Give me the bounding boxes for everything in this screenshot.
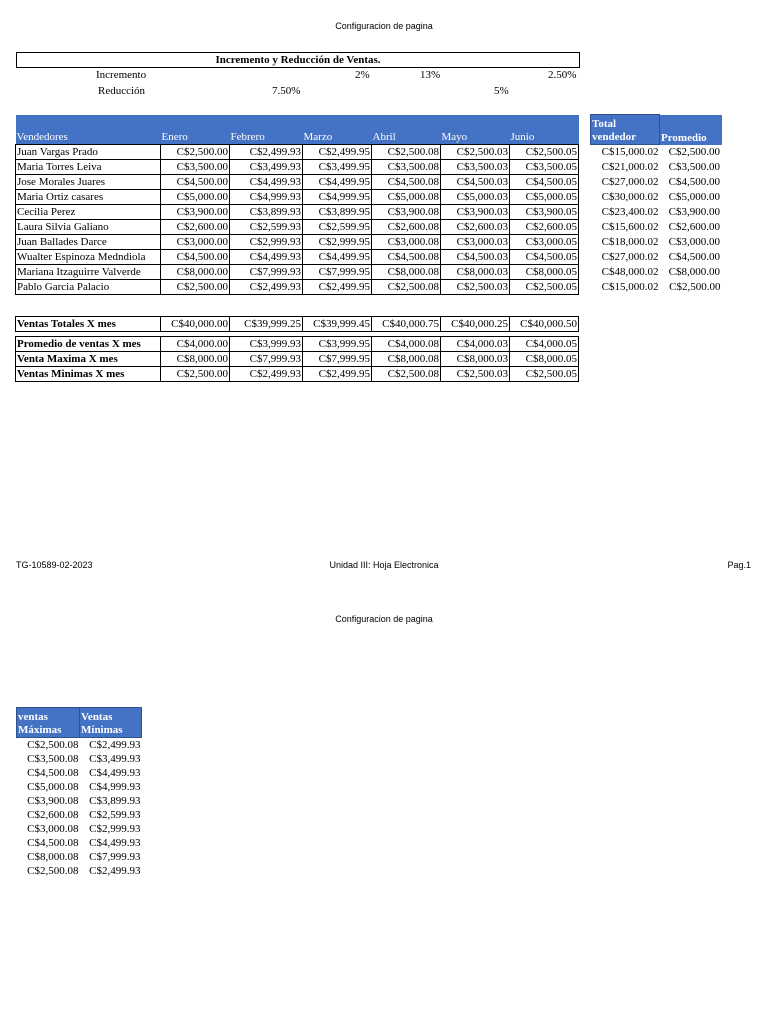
footer-left: TG-10589-02-2023 xyxy=(16,560,93,570)
min-sales-cell: C$7,999.93 xyxy=(89,851,141,863)
month-sales-cell: C$2,500.00 xyxy=(161,280,230,295)
vendor-name: Juan Vargas Prado xyxy=(16,145,161,160)
table-row xyxy=(16,235,722,250)
max-sales-cell: C$3,900.08 xyxy=(27,795,79,807)
month-sales-cell: C$2,599.93 xyxy=(230,220,303,235)
month-sales-cell: C$2,500.05 xyxy=(510,145,579,160)
vendor-name: Maria Torres Leiva xyxy=(16,160,161,175)
summary-row xyxy=(16,352,579,367)
vendor-name: Maria Ortiz casares xyxy=(16,190,161,205)
totals-value: C$40,000.50 xyxy=(510,317,579,332)
vendor-total-cell: C$23,400.02 xyxy=(601,206,659,218)
summary-value: C$8,000.05 xyxy=(510,352,579,367)
month-sales-cell: C$7,999.93 xyxy=(230,265,303,280)
month-sales-cell: C$2,500.03 xyxy=(441,280,510,295)
increment-value: 13% xyxy=(420,69,441,81)
month-sales-cell: C$2,999.93 xyxy=(230,235,303,250)
month-sales-cell: C$3,899.95 xyxy=(303,205,372,220)
header-line: Mínimas xyxy=(81,724,123,736)
header-line: Máximas xyxy=(18,724,62,736)
month-sales-cell: C$3,499.93 xyxy=(230,160,303,175)
totals-value: C$39,999.25 xyxy=(230,317,303,332)
vendor-average-cell: C$4,500.00 xyxy=(668,176,720,188)
table-row xyxy=(17,864,142,878)
month-sales-cell: C$4,500.08 xyxy=(372,250,441,265)
summary-value: C$4,000.00 xyxy=(161,337,230,352)
min-sales-cell: C$4,499.93 xyxy=(89,837,141,849)
col-header-month: Abril xyxy=(372,115,441,145)
month-sales-cell: C$2,499.93 xyxy=(230,145,303,160)
summary-value: C$2,499.93 xyxy=(230,367,303,382)
vendor-name: Juan Ballades Darce xyxy=(16,235,161,250)
month-sales-cell: C$4,499.93 xyxy=(230,250,303,265)
table-row xyxy=(17,794,142,808)
col-header-month: Mayo xyxy=(441,115,510,145)
month-sales-cell: C$3,500.00 xyxy=(161,160,230,175)
footer-center: Unidad III: Hoja Electronica xyxy=(329,560,439,570)
month-sales-cell: C$3,500.05 xyxy=(510,160,579,175)
totals-value: C$39,999.45 xyxy=(303,317,372,332)
month-sales-cell: C$2,500.03 xyxy=(441,145,510,160)
total-header-line1: Total xyxy=(592,118,617,130)
vendor-average-cell: C$2,600.00 xyxy=(668,221,720,233)
max-sales-cell: C$4,500.08 xyxy=(27,767,79,779)
month-sales-cell: C$7,999.95 xyxy=(303,265,372,280)
min-sales-cell: C$2,499.93 xyxy=(89,739,141,751)
vendor-total-cell: C$21,000.02 xyxy=(601,161,659,173)
month-sales-cell: C$2,500.08 xyxy=(372,280,441,295)
col-header-vendedores: Vendedores xyxy=(16,115,161,145)
page2-header: Configuracion de pagina xyxy=(335,614,433,624)
totals-table xyxy=(15,316,579,332)
vendor-total-cell: C$27,000.02 xyxy=(601,251,659,263)
month-sales-cell: C$3,000.03 xyxy=(441,235,510,250)
summary-value: C$7,999.95 xyxy=(303,352,372,367)
month-sales-cell: C$3,899.93 xyxy=(230,205,303,220)
col-header-total xyxy=(591,115,660,145)
month-sales-cell: C$4,500.05 xyxy=(510,175,579,190)
table-row xyxy=(16,265,722,280)
month-sales-cell: C$5,000.05 xyxy=(510,190,579,205)
month-sales-cell: C$4,499.95 xyxy=(303,250,372,265)
month-sales-cell: C$4,500.00 xyxy=(161,250,230,265)
col-header-month: Junio xyxy=(510,115,579,145)
col-header-month: Enero xyxy=(161,115,230,145)
min-sales-cell: C$2,499.93 xyxy=(89,865,141,877)
month-sales-cell: C$2,999.95 xyxy=(303,235,372,250)
summary-table xyxy=(15,336,579,382)
summary-value: C$8,000.08 xyxy=(372,352,441,367)
month-sales-cell: C$2,600.05 xyxy=(510,220,579,235)
vendor-total-cell: C$15,000.02 xyxy=(601,146,659,159)
summary-value: C$2,499.95 xyxy=(303,367,372,382)
sales-table xyxy=(15,114,722,295)
col-header-promedio: Promedio xyxy=(660,115,722,145)
table-row xyxy=(17,822,142,836)
month-sales-cell: C$5,000.00 xyxy=(161,190,230,205)
totals-value: C$40,000.25 xyxy=(441,317,510,332)
col-header-month: Marzo xyxy=(303,115,372,145)
col-header-month: Febrero xyxy=(230,115,303,145)
month-sales-cell: C$3,000.00 xyxy=(161,235,230,250)
month-sales-cell: C$4,499.93 xyxy=(230,175,303,190)
footer-right: Pag.1 xyxy=(727,560,751,570)
month-sales-cell: C$3,499.95 xyxy=(303,160,372,175)
summary-value: C$2,500.03 xyxy=(441,367,510,382)
vendor-total-cell: C$15,000.02 xyxy=(601,281,659,293)
month-sales-cell: C$5,000.08 xyxy=(372,190,441,205)
summary-row xyxy=(16,367,579,382)
month-sales-cell: C$2,499.93 xyxy=(230,280,303,295)
reduction-value: 7.50% xyxy=(272,85,301,97)
month-sales-cell: C$2,600.03 xyxy=(441,220,510,235)
table-row xyxy=(16,280,722,295)
page-header: Configuracion de pagina xyxy=(335,21,433,31)
max-sales-cell: C$2,500.08 xyxy=(27,865,79,877)
min-sales-cell: C$4,999.93 xyxy=(89,781,141,793)
summary-value: C$4,000.03 xyxy=(441,337,510,352)
max-sales-cell: C$3,500.08 xyxy=(27,753,79,765)
summary-row xyxy=(16,337,579,352)
month-sales-cell: C$4,999.93 xyxy=(230,190,303,205)
vendor-average-cell: C$2,500.00 xyxy=(668,146,720,158)
vendor-name: Laura Silvia Galiano xyxy=(16,220,161,235)
month-sales-cell: C$4,500.05 xyxy=(510,250,579,265)
header-line: Ventas xyxy=(81,711,113,723)
min-sales-cell: C$4,499.93 xyxy=(89,767,141,779)
summary-label: Promedio de ventas X mes xyxy=(16,337,161,352)
table-row xyxy=(16,250,722,265)
max-sales-cell: C$2,500.08 xyxy=(27,739,79,751)
month-sales-cell: C$2,500.08 xyxy=(372,145,441,160)
month-sales-cell: C$3,500.03 xyxy=(441,160,510,175)
summary-value: C$8,000.00 xyxy=(161,352,230,367)
header-line: ventas xyxy=(18,711,48,723)
summary-value: C$2,500.08 xyxy=(372,367,441,382)
vendor-total-cell: C$48,000.02 xyxy=(601,266,659,278)
month-sales-cell: C$8,000.03 xyxy=(441,265,510,280)
vendor-total-cell: C$18,000.02 xyxy=(601,236,659,248)
month-sales-cell: C$4,500.03 xyxy=(441,250,510,265)
month-sales-cell: C$3,900.03 xyxy=(441,205,510,220)
col-header-ventas-minimas xyxy=(80,708,142,738)
max-sales-cell: C$2,600.08 xyxy=(27,809,79,821)
summary-value: C$2,500.05 xyxy=(510,367,579,382)
month-sales-cell: C$2,499.95 xyxy=(303,280,372,295)
table-row xyxy=(17,808,142,822)
month-sales-cell: C$8,000.08 xyxy=(372,265,441,280)
month-sales-cell: C$3,900.00 xyxy=(161,205,230,220)
vendor-total-cell: C$30,000.02 xyxy=(601,191,659,203)
table-row xyxy=(16,190,722,205)
month-sales-cell: C$4,500.08 xyxy=(372,175,441,190)
summary-value: C$3,999.95 xyxy=(303,337,372,352)
month-sales-cell: C$4,500.00 xyxy=(161,175,230,190)
month-sales-cell: C$8,000.05 xyxy=(510,265,579,280)
month-sales-cell: C$2,500.05 xyxy=(510,280,579,295)
max-sales-cell: C$3,000.08 xyxy=(27,823,79,835)
table-row xyxy=(16,145,722,160)
summary-label: Venta Maxima X mes xyxy=(16,352,161,367)
month-sales-cell: C$3,900.05 xyxy=(510,205,579,220)
vendor-name: Jose Morales Juares xyxy=(16,175,161,190)
month-sales-cell: C$3,900.08 xyxy=(372,205,441,220)
vendor-average-cell: C$4,500.00 xyxy=(668,251,720,263)
table-row xyxy=(17,766,142,780)
month-sales-cell: C$2,500.00 xyxy=(161,145,230,160)
table-row xyxy=(17,780,142,794)
total-header-line2: vendedor xyxy=(592,131,636,143)
vendor-average-cell: C$2,500.00 xyxy=(669,281,721,293)
min-sales-cell: C$3,499.93 xyxy=(89,753,141,765)
increment-value: 2.50% xyxy=(548,69,577,81)
month-sales-cell: C$2,499.95 xyxy=(303,145,372,160)
max-sales-cell: C$8,000.08 xyxy=(27,851,79,863)
table-row xyxy=(16,205,722,220)
summary-value: C$8,000.03 xyxy=(441,352,510,367)
summary-value: C$4,000.05 xyxy=(510,337,579,352)
table-row xyxy=(17,752,142,766)
totals-value: C$40,000.00 xyxy=(161,317,230,332)
month-sales-cell: C$3,500.08 xyxy=(372,160,441,175)
vendor-name: Mariana Itzaguirre Valverde xyxy=(16,265,161,280)
increment-value: 2% xyxy=(355,69,370,81)
table-row xyxy=(17,738,142,753)
vendor-name: Cecilia Perez xyxy=(16,205,161,220)
table-row xyxy=(16,160,722,175)
vendor-total-cell: C$27,000.02 xyxy=(601,176,659,188)
sheet-title: Incremento y Reducción de Ventas. xyxy=(16,52,580,68)
max-sales-cell: C$5,000.08 xyxy=(27,781,79,793)
min-sales-cell: C$2,999.93 xyxy=(89,823,141,835)
vendor-average-cell: C$3,500.00 xyxy=(668,161,720,173)
table-row xyxy=(16,220,722,235)
table-row xyxy=(17,850,142,864)
table-row xyxy=(16,175,722,190)
vendor-total-cell: C$15,600.02 xyxy=(601,221,659,233)
month-sales-cell: C$4,500.03 xyxy=(441,175,510,190)
summary-value: C$3,999.93 xyxy=(230,337,303,352)
table-row xyxy=(17,836,142,850)
min-sales-cell: C$2,599.93 xyxy=(89,809,141,821)
month-sales-cell: C$3,000.05 xyxy=(510,235,579,250)
vendor-name: Wualter Espinoza Medndiola xyxy=(16,250,161,265)
max-sales-cell: C$4,500.08 xyxy=(27,837,79,849)
month-sales-cell: C$4,499.95 xyxy=(303,175,372,190)
summary-value: C$2,500.00 xyxy=(161,367,230,382)
vendor-average-cell: C$8,000.00 xyxy=(668,266,720,278)
minmax-table xyxy=(16,707,142,878)
vendor-name: Pablo Garcia Palacio xyxy=(16,280,161,295)
month-sales-cell: C$8,000.00 xyxy=(161,265,230,280)
col-header-ventas-maximas xyxy=(17,708,80,738)
vendor-average-cell: C$3,900.00 xyxy=(668,206,720,218)
totals-value: C$40,000.75 xyxy=(372,317,441,332)
summary-value: C$7,999.93 xyxy=(230,352,303,367)
vendor-average-cell: C$3,000.00 xyxy=(668,236,720,248)
month-sales-cell: C$2,599.95 xyxy=(303,220,372,235)
month-sales-cell: C$2,600.08 xyxy=(372,220,441,235)
reduction-value: 5% xyxy=(494,85,509,97)
min-sales-cell: C$3,899.93 xyxy=(89,795,141,807)
totals-label: Ventas Totales X mes xyxy=(16,317,161,332)
month-sales-cell: C$4,999.95 xyxy=(303,190,372,205)
reduction-label: Reducción xyxy=(98,85,146,97)
month-sales-cell: C$5,000.03 xyxy=(441,190,510,205)
month-sales-cell: C$2,600.00 xyxy=(161,220,230,235)
summary-value: C$4,000.08 xyxy=(372,337,441,352)
vendor-average-cell: C$5,000.00 xyxy=(668,191,720,203)
summary-label: Ventas Minimas X mes xyxy=(16,367,161,382)
month-sales-cell: C$3,000.08 xyxy=(372,235,441,250)
increment-label: Incremento xyxy=(96,69,147,81)
